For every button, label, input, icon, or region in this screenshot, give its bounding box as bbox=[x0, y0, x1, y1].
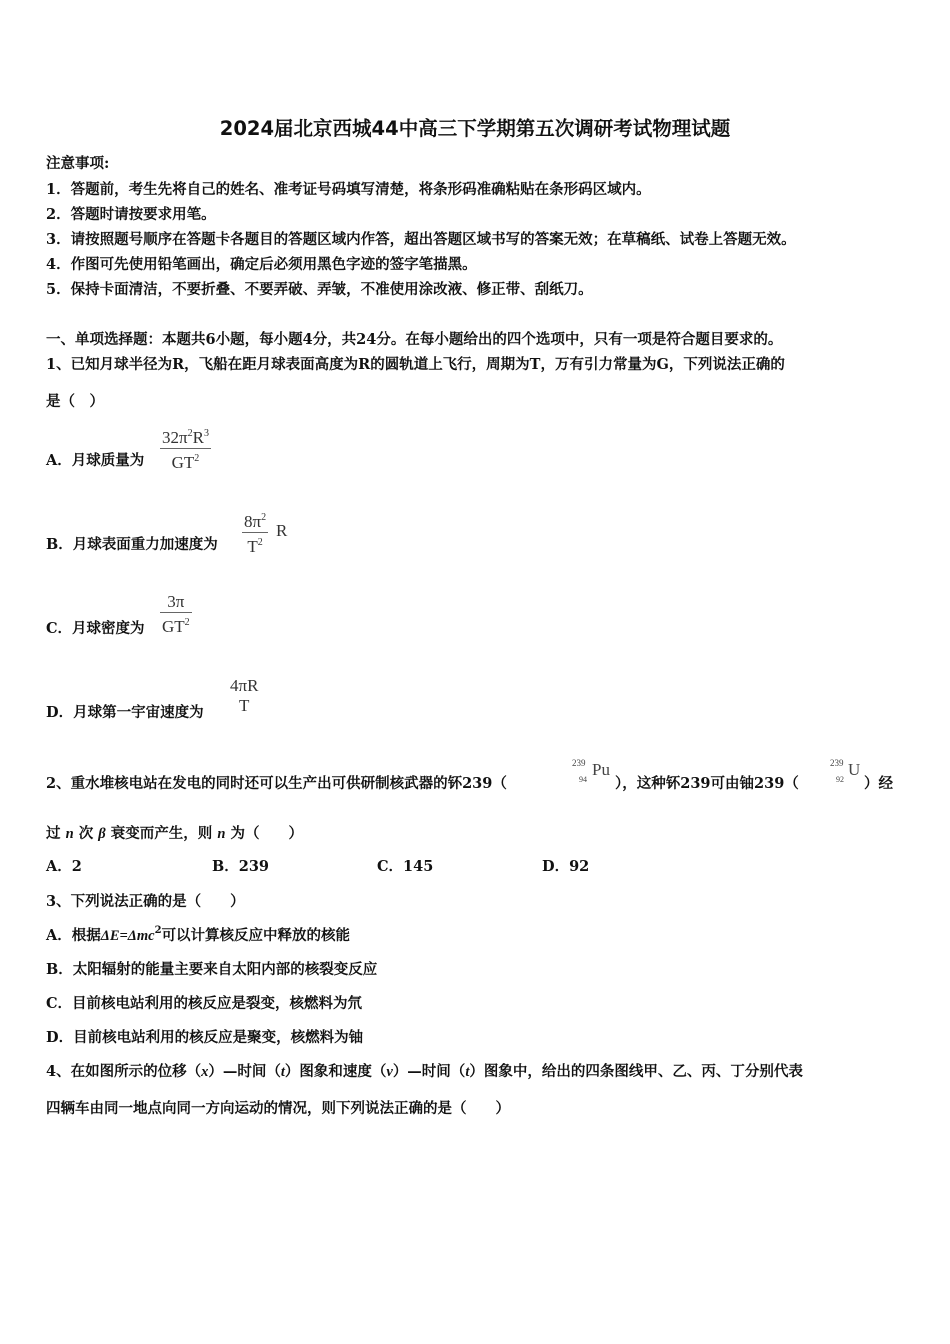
q1-option-b-label: B．月球表面重力加速度为 bbox=[46, 536, 218, 553]
q2-option-b: B．239 bbox=[212, 858, 270, 875]
q1-option-b-fraction: $\frac{8\pi^2}{T^2}$ bbox=[244, 512, 267, 556]
q2-option-c: C．145 bbox=[377, 858, 434, 875]
q1-option-d-label: D．月球第一宇宙速度为 bbox=[46, 704, 204, 721]
q1-option-a-fraction: $\frac{32\pi^2R^3}{GT^2}$ bbox=[162, 428, 209, 472]
q3-option-a: A．根据ΔE=Δmc$^2$可以计算核反应中释放的核能 bbox=[46, 925, 351, 944]
mass-energy-formula: ΔE=Δmc bbox=[100, 928, 155, 944]
q2-stem-part3: ）经 bbox=[864, 775, 893, 792]
q1-stem-cont: 是（ ） bbox=[46, 393, 104, 410]
q2-option-d: D．92 bbox=[542, 858, 590, 875]
q1-option-b-suffix: R bbox=[276, 521, 288, 540]
q3-option-b: B．太阳辐射的能量主要来自太阳内部的核裂变反应 bbox=[46, 961, 378, 978]
q1-option-d-fraction: 4πR T bbox=[230, 676, 259, 715]
q2-option-a: A．2 bbox=[46, 858, 82, 875]
q2-stem-part2: ），这种钚239可由铀239（ bbox=[615, 775, 799, 792]
q3-stem: 3、下列说法正确的是（ ） bbox=[46, 893, 245, 910]
notice-item: 3．请按照题号顺序在答题卡各题目的答题区域内作答，超出答题区域书写的答案无效；在草稿纸、试卷上答题无效。 bbox=[46, 231, 796, 248]
plutonium-nuclide: 239 94 Pu bbox=[572, 758, 610, 784]
q1-option-a-label: A．月球质量为 bbox=[46, 452, 145, 469]
notice-heading: 注意事项: bbox=[46, 155, 110, 172]
q1-option-c-fraction: $\frac{3\pi}{GT^2}$ bbox=[162, 592, 190, 636]
uranium-nuclide: 239 92 U bbox=[830, 758, 861, 784]
q1-option-c-label: C．月球密度为 bbox=[46, 620, 145, 637]
section-heading: 一、单项选择题：本题共6小题，每小题4分，共24分。在每小题给出的四个选项中，只有一项是符合题目要求的。 bbox=[46, 331, 783, 348]
q1-stem: 1、已知月球半径为R，飞船在距月球表面高度为R的圆轨道上飞行，周期为T，万有引力常量为G，下列说法正确的 bbox=[46, 356, 785, 373]
notice-item: 5．保持卡面清洁，不要折叠、不要弄破、弄皱，不准使用涂改液、修正带、刮纸刀。 bbox=[46, 281, 593, 298]
q3-option-d: D．目前核电站利用的核反应是聚变，核燃料为铀 bbox=[46, 1029, 364, 1046]
q2-stem-line2: 过 n 次 β 衰变而产生，则 n 为（ ） bbox=[46, 825, 303, 842]
q4-stem-cont: 四辆车由同一地点向同一方向运动的情况，则下列说法正确的是（ ） bbox=[46, 1100, 510, 1117]
q2-stem-part1: 2、重水堆核电站在发电的同时还可以生产出可供研制核武器的钚239（ bbox=[46, 775, 507, 792]
notice-item: 2．答题时请按要求用笔。 bbox=[46, 206, 216, 223]
q3-option-c: C．目前核电站利用的核反应是裂变，核燃料为氘 bbox=[46, 995, 363, 1012]
notice-item: 4．作图可先使用铅笔画出，确定后必须用黑色字迹的签字笔描黑。 bbox=[46, 256, 477, 273]
page-title: 2024届北京西城44中高三下学期第五次调研考试物理试题 bbox=[219, 117, 731, 140]
notice-item: 1．答题前，考生先将自己的姓名、准考证号码填写清楚，将条形码准确粘贴在条形码区域内。 bbox=[46, 181, 651, 198]
q4-stem: 4、在如图所示的位移（x）—时间（t）图象和速度（v）—时间（t）图象中，给出的四条图线甲、乙、丙、丁分别代表 bbox=[46, 1063, 803, 1080]
